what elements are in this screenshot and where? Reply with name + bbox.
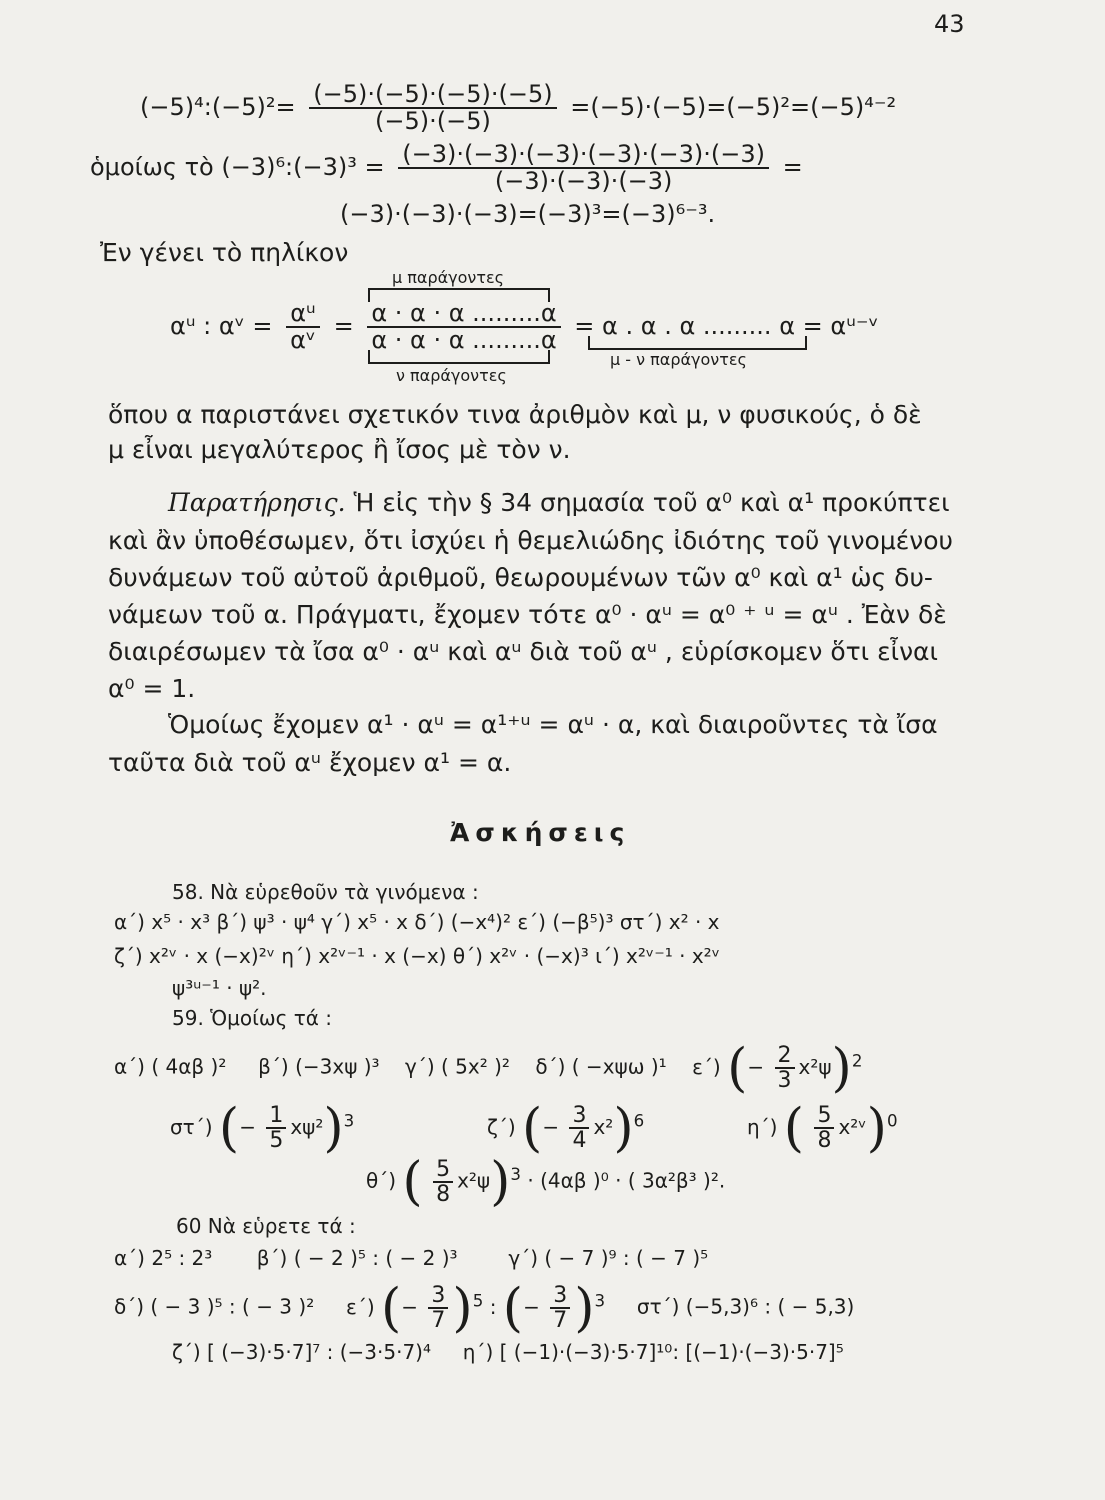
ex60-e-minus-2: − [523,1294,540,1319]
example-line-2-eq: = [782,153,803,182]
ex59-c: γ΄) ( 5x² )² [405,1054,510,1079]
ex60-c: γ΄) ( − 7 )⁹ : ( − 7 )⁵ [508,1246,709,1270]
remark-line-1 [168,490,950,515]
general-rhs: = α . α . α ......... α = αᵘ⁻ᵛ [574,312,879,341]
ex58-row-1: α΄) x⁵ · x³ β΄) ψ³ · ψ⁴ γ΄) x⁵ · x δ΄) (−x⁴)² ε΄) (−β⁵)³ στ΄) x² · x [114,910,720,934]
ex60-head: 60 Νὰ εὑρετε τά : [176,1214,356,1238]
ex60-e-num-2: 3 [550,1284,570,1309]
ex60-e-colon: : [489,1294,497,1319]
ex60-z: ζ΄) [ (−3)·5·7]⁷ : (−3·5·7)⁴ [172,1340,431,1364]
ex60-e-fraction-1 [428,1284,448,1332]
ex59-h-var: x²ᵛ [838,1114,867,1139]
remark-line-4: νάμεων τοῦ α. Πράγματι, ἔχομεν τότε α⁰ · αᵘ = α⁰ ⁺ ᵘ = αᵘ . Ἐὰν δὲ [108,600,947,629]
ex59-st-num: 1 [266,1104,286,1129]
ex59-h-lparen: ( [783,1098,805,1158]
ex60-e-rparen-2: ) [574,1278,595,1338]
ex58-row-3: ψ³ᵘ⁻¹ · ψ². [172,976,267,1000]
ex59-row-1 [114,1038,1094,1098]
ex59-z-exp: 6 [633,1110,645,1130]
ex59-h-fraction [814,1104,834,1152]
ex59-h-exp: 0 [886,1110,898,1130]
remark-line-8: ταῦτα διὰ τοῦ αᵘ ἔχομεν α¹ = α. [108,748,512,777]
example-line-2-lhs: ὁμοίως τὸ (−3)⁶:(−3)³ = [90,153,385,182]
text1-line-1: ὅπου α παριστάνει σχετικόν τινα ἀριθμὸν καὶ μ, ν φυσικούς, ὁ δὲ [108,400,922,429]
ex59-h-den: 8 [817,1128,832,1153]
ex60-e-lparen-2: ( [502,1278,524,1338]
ex59-z-label: ζ΄) [486,1114,516,1139]
example-line-1-numerator: (−5)·(−5)·(−5)·(−5) [309,82,556,109]
ex59-th-den: 8 [436,1182,451,1207]
general-fraction-2 [367,301,560,353]
example-line-1-lhs: (−5)⁴:(−5)²= [140,93,296,122]
ex59-e-num: 2 [775,1044,795,1069]
example-line-1-denominator: (−5)·(−5) [375,107,491,136]
general-lhs: αᵘ : αᵛ = [170,312,273,341]
ex59-e-var: x²ψ [798,1054,832,1079]
ex59-st-fraction [266,1104,286,1152]
ex59-head: 59. Ὁμοίως τά : [172,1006,333,1030]
ex59-z-den: 4 [572,1128,587,1153]
example-line-1-rhs: =(−5)·(−5)=(−5)²=(−5)⁴⁻² [570,93,897,122]
ex59-z-lparen: ( [522,1098,543,1158]
ex59-h [746,1098,898,1158]
remark-label: Παρατήρησις. [168,488,346,517]
example-line-2-denominator: (−3)·(−3)·(−3) [494,167,673,196]
ex59-e-fraction [775,1044,795,1092]
ex60-e [346,1278,611,1338]
ex60-e-exp-1: 5 [472,1290,484,1310]
ex59-st-label: στ΄) [170,1114,213,1139]
example-line-2 [90,142,803,194]
brace-top-label: μ παράγοντες [392,268,505,287]
brace-rhs [588,336,807,350]
general-fraction-1-den: αᵛ [290,326,316,355]
ex59-z-num: 3 [569,1104,589,1129]
example-line-1-fraction [309,82,556,134]
page-number: 43 [934,10,965,38]
general-fraction-1 [286,301,320,353]
ex59-h-label: η΄) [746,1114,778,1139]
ex60-e-den-2: 7 [553,1308,568,1333]
ex59-e-label: ε΄) [692,1054,721,1079]
ex59-st [170,1098,361,1158]
ex59-st-minus: − [239,1114,256,1139]
ex59-th-fraction [433,1158,453,1206]
ex59-z-rparen: ) [613,1098,634,1158]
ex59-e [692,1038,863,1098]
ex60-row-2 [114,1278,1074,1338]
ex60-e-label: ε΄) [346,1294,375,1319]
ex58-head: 58. Νὰ εὑρεθοῦν τὰ γινόμενα : [172,880,479,904]
ex59-row-2 [170,1098,898,1158]
remark-line-7: Ὁμοίως ἔχομεν α¹ · αᵘ = α¹⁺ᵘ = αᵘ · α, καὶ διαιροῦντες τὰ ἴσα [168,710,938,739]
brace-rhs-label: μ - ν παράγοντες [610,350,747,369]
example-line-2-numerator: (−3)·(−3)·(−3)·(−3)·(−3)·(−3) [398,142,769,169]
ex59-a: α΄) ( 4αβ )² [114,1054,227,1079]
ex59-e-exp: 2 [851,1050,863,1070]
general-fraction-1-num: αᵘ [286,301,320,328]
remark-line-3: δυνάμεων τοῦ αὐτοῦ ἀριθμοῦ, θεωρουμένων τῶν α⁰ καὶ α¹ ὡς δυ- [108,563,933,592]
remark-line-1-text: Ἡ εἰς τὴν § 34 σημασία τοῦ α⁰ καὶ α¹ προκύπτει [353,488,950,517]
remark-line-2: καὶ ἂν ὑποθέσωμεν, ὅτι ἰσχύει ἡ θεμελιώδης ἰδιότης τοῦ γινομένου [108,526,953,555]
example-line-1 [140,82,896,134]
exercises-title: Ἀσκήσεις [450,818,631,847]
ex59-h-rparen: ) [866,1098,887,1158]
general-fraction-2-den: α · α · α .........α [371,326,557,355]
ex60-e-lparen-1: ( [381,1278,402,1338]
ex59-h-num: 5 [814,1104,834,1129]
ex59-z-var: x² [593,1114,614,1139]
ex60-row-1 [114,1246,1014,1270]
ex60-row-3 [172,1340,844,1364]
ex60-st: στ΄) (−5,3)⁶ : ( − 5,3) [636,1294,855,1319]
ex59-st-exp: 3 [343,1110,355,1130]
text1-line-2: μ εἶναι μεγαλύτερος ἢ ἴσος μὲ τὸν ν. [108,435,571,464]
ex60-e-num-1: 3 [428,1284,448,1309]
ex59-z [486,1098,651,1158]
ex59-d: δ΄) ( −xψω )¹ [535,1054,667,1079]
remark-line-6: α⁰ = 1. [108,674,196,703]
ex59-th-label: θ΄) [366,1168,397,1193]
ex59-e-den: 3 [777,1068,792,1093]
ex59-st-var: xψ² [290,1114,324,1139]
ex59-e-minus: − [747,1054,765,1079]
brace-bottom [368,350,550,364]
ex59-th-exp: 3 [510,1164,522,1184]
ex59-th-num: 5 [433,1158,453,1183]
ex59-st-den: 5 [269,1128,284,1153]
ex60-d: δ΄) ( − 3 )⁵ : ( − 3 )² [114,1294,315,1319]
ex59-st-lparen: ( [218,1098,240,1158]
ex59-z-fraction [569,1104,589,1152]
ex59-th-rparen: ) [490,1152,511,1212]
ex59-th-var: x²ψ [457,1168,491,1193]
ex60-e-den-1: 7 [431,1308,446,1333]
general-intro: Ἐν γένει τὸ πηλίκον [100,238,349,267]
ex59-b: β΄) (−3xψ )³ [258,1054,380,1079]
ex58-row-2: ζ΄) x²ᵛ · x (−x)²ᵛ η΄) x²ᵛ⁻¹ · x (−x) θ΄) x²ᵛ · (−x)³ ι΄) x²ᵛ⁻¹ · x²ᵛ [114,944,721,968]
ex60-e-exp-2: 3 [594,1290,606,1310]
example-line-2-fraction [398,142,769,194]
ex60-a: α΄) 2⁵ : 2³ [114,1246,213,1270]
ex59-st-rparen: ) [323,1098,344,1158]
ex59-th-lparen: ( [402,1152,423,1212]
ex59-e-lparen: ( [727,1038,748,1098]
ex59-z-minus: − [542,1114,560,1139]
remark-line-5: διαιρέσωμεν τὰ ἴσα α⁰ · αᵘ καὶ αᵘ διὰ τοῦ αᵘ , εὑρίσκομεν ὅτι εἶναι [108,637,938,666]
general-eq: = [333,312,354,341]
ex60-e-rparen-1: ) [452,1278,473,1338]
ex59-row-3 [366,1152,726,1212]
ex60-b: β΄) ( − 2 )⁵ : ( − 2 )³ [256,1246,458,1270]
ex60-h: η΄) [ (−1)·(−3)·5·7]¹⁰: [(−1)·(−3)·5·7]⁵ [462,1340,844,1364]
ex60-e-minus-1: − [401,1294,419,1319]
ex59-th-rest: · (4αβ )⁰ · ( 3α²β³ )². [527,1168,726,1193]
general-fraction-2-num: α · α · α .........α [367,301,560,328]
ex59-e-rparen: ) [831,1038,852,1098]
example-line-3: (−3)·(−3)·(−3)=(−3)³=(−3)⁶⁻³. [340,200,716,228]
ex60-e-fraction-2 [550,1284,570,1332]
brace-bottom-label: ν παράγοντες [396,366,507,385]
